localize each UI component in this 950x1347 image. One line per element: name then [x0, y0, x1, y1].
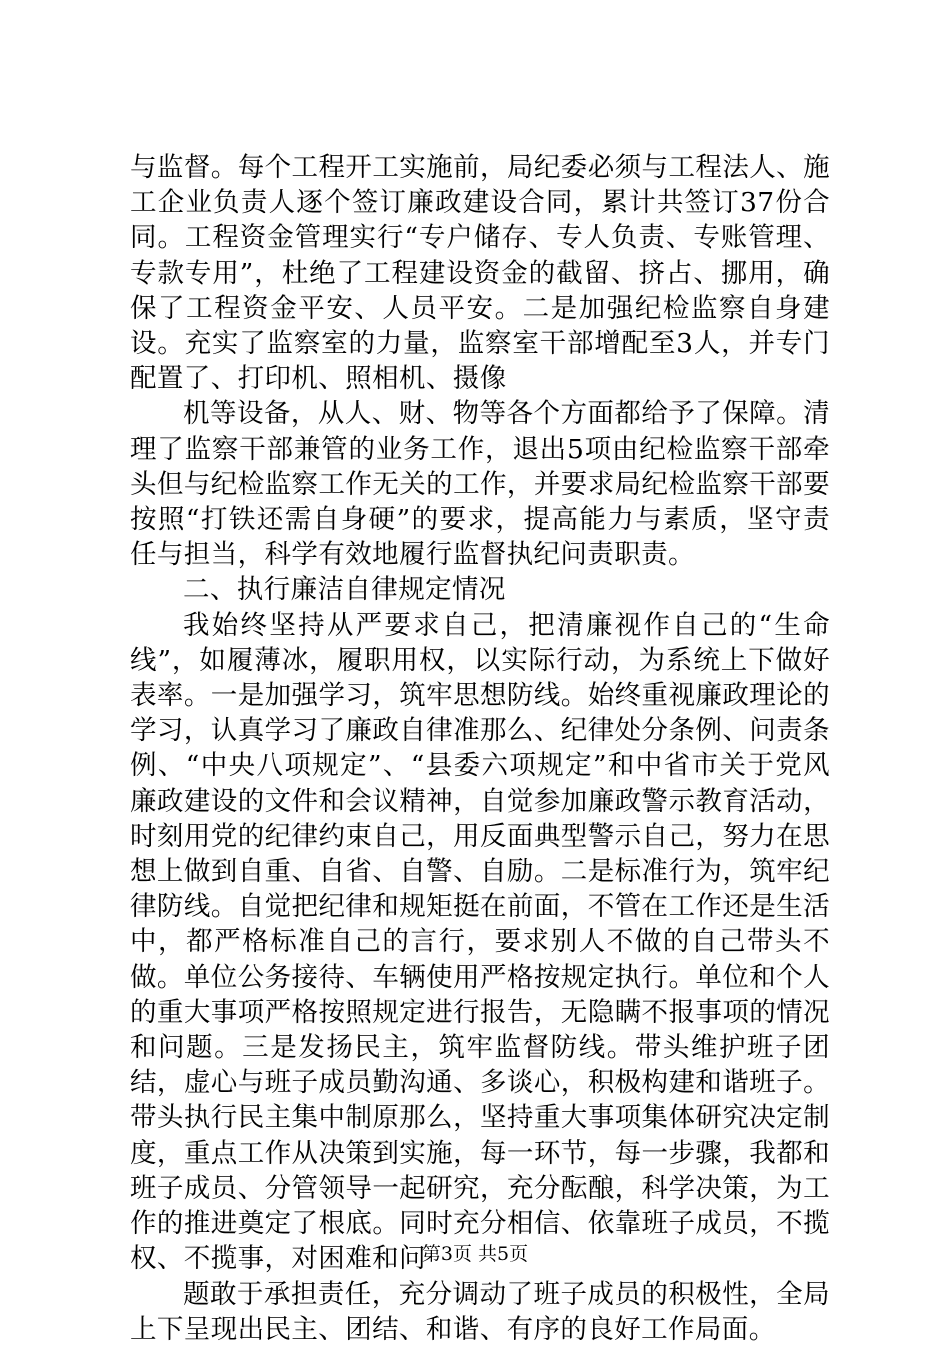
paragraph-equipment: 机等设备，从人、财、物等各个方面都给予了保障。清理了监察干部兼管的业务工作，退出5项由纪检监察干部牵头但与纪检监察工作无关的工作，并要求局纪检监察干部要按照“打铁还需自身硬”的要求，提高能力与素质，坚守责任与担当，科学有效地履行监督执纪问责职责。 [130, 398, 830, 571]
page-number: 第3页 共5页 [421, 1243, 529, 1265]
paragraph-responsibility: 题敢于承担责任，充分调动了班子成员的积极性，全局上下呈现出民主、团结、和谐、有序的良好工作局面。 [130, 1278, 830, 1345]
paragraph-self-discipline: 我始终坚持从严要求自己，把清廉视作自己的“生命线”，如履薄冰，履职用权，以实际行动，为系统上下做好表率。一是加强学习，筑牢思想防线。始终重视廉政理论的学习，认真学习了廉政自律准那么、纪律处分条例、问责条例、“中央八项规定”、“县委六项规定”和中省市关于党风廉政建设的文件和会议精神，自觉参加廉政警示教育活动，时刻用党的纪律约束自己，用反面典型警示自己，努力在思想上做到自重、自省、自警、自励。二是标准行为，筑牢纪律防线。自觉把纪律和规矩挺在前面，不管在工作还是生活中，都严格标准自己的言行，要求别人不做的自己带头不做。单位公务接待、车辆使用严格按规定执行。单位和个人的重大事项严格按照规定进行报告，无隐瞒不报事项的情况和问题。三是发扬民主，筑牢监督防线。带头维护班子团结，虚心与班子成员勤沟通、多谈心，积极构建和谐班子。带头执行民主集中制原那么，坚持重大事项集体研究决定制度，重点工作从决策到实施，每一环节，每一步骤，我都和班子成员、分管领导一起研究，充分酝酿，科学决策，为工作的推进奠定了根底。同时充分相信、依靠班子成员，不揽权、不揽事，对困难和问 [130, 609, 830, 1275]
paragraph-continued: 与监督。每个工程开工实施前，局纪委必须与工程法人、施工企业负责人逐个签订廉政建设合同，累计共签订37份合同。工程资金管理实行“专户储存、专人负责、专账管理、专款专用”，杜绝了工程建设资金的截留、挤占、挪用，确保了工程资金平安、人员平安。二是加强纪检监察自身建设。充实了监察室的力量，监察室干部增配至3人，并专门配置了、打印机、照相机、摄像 [130, 152, 830, 395]
document-body [130, 150, 830, 1347]
section-heading: 二、执行廉洁自律规定情况 [183, 574, 506, 606]
